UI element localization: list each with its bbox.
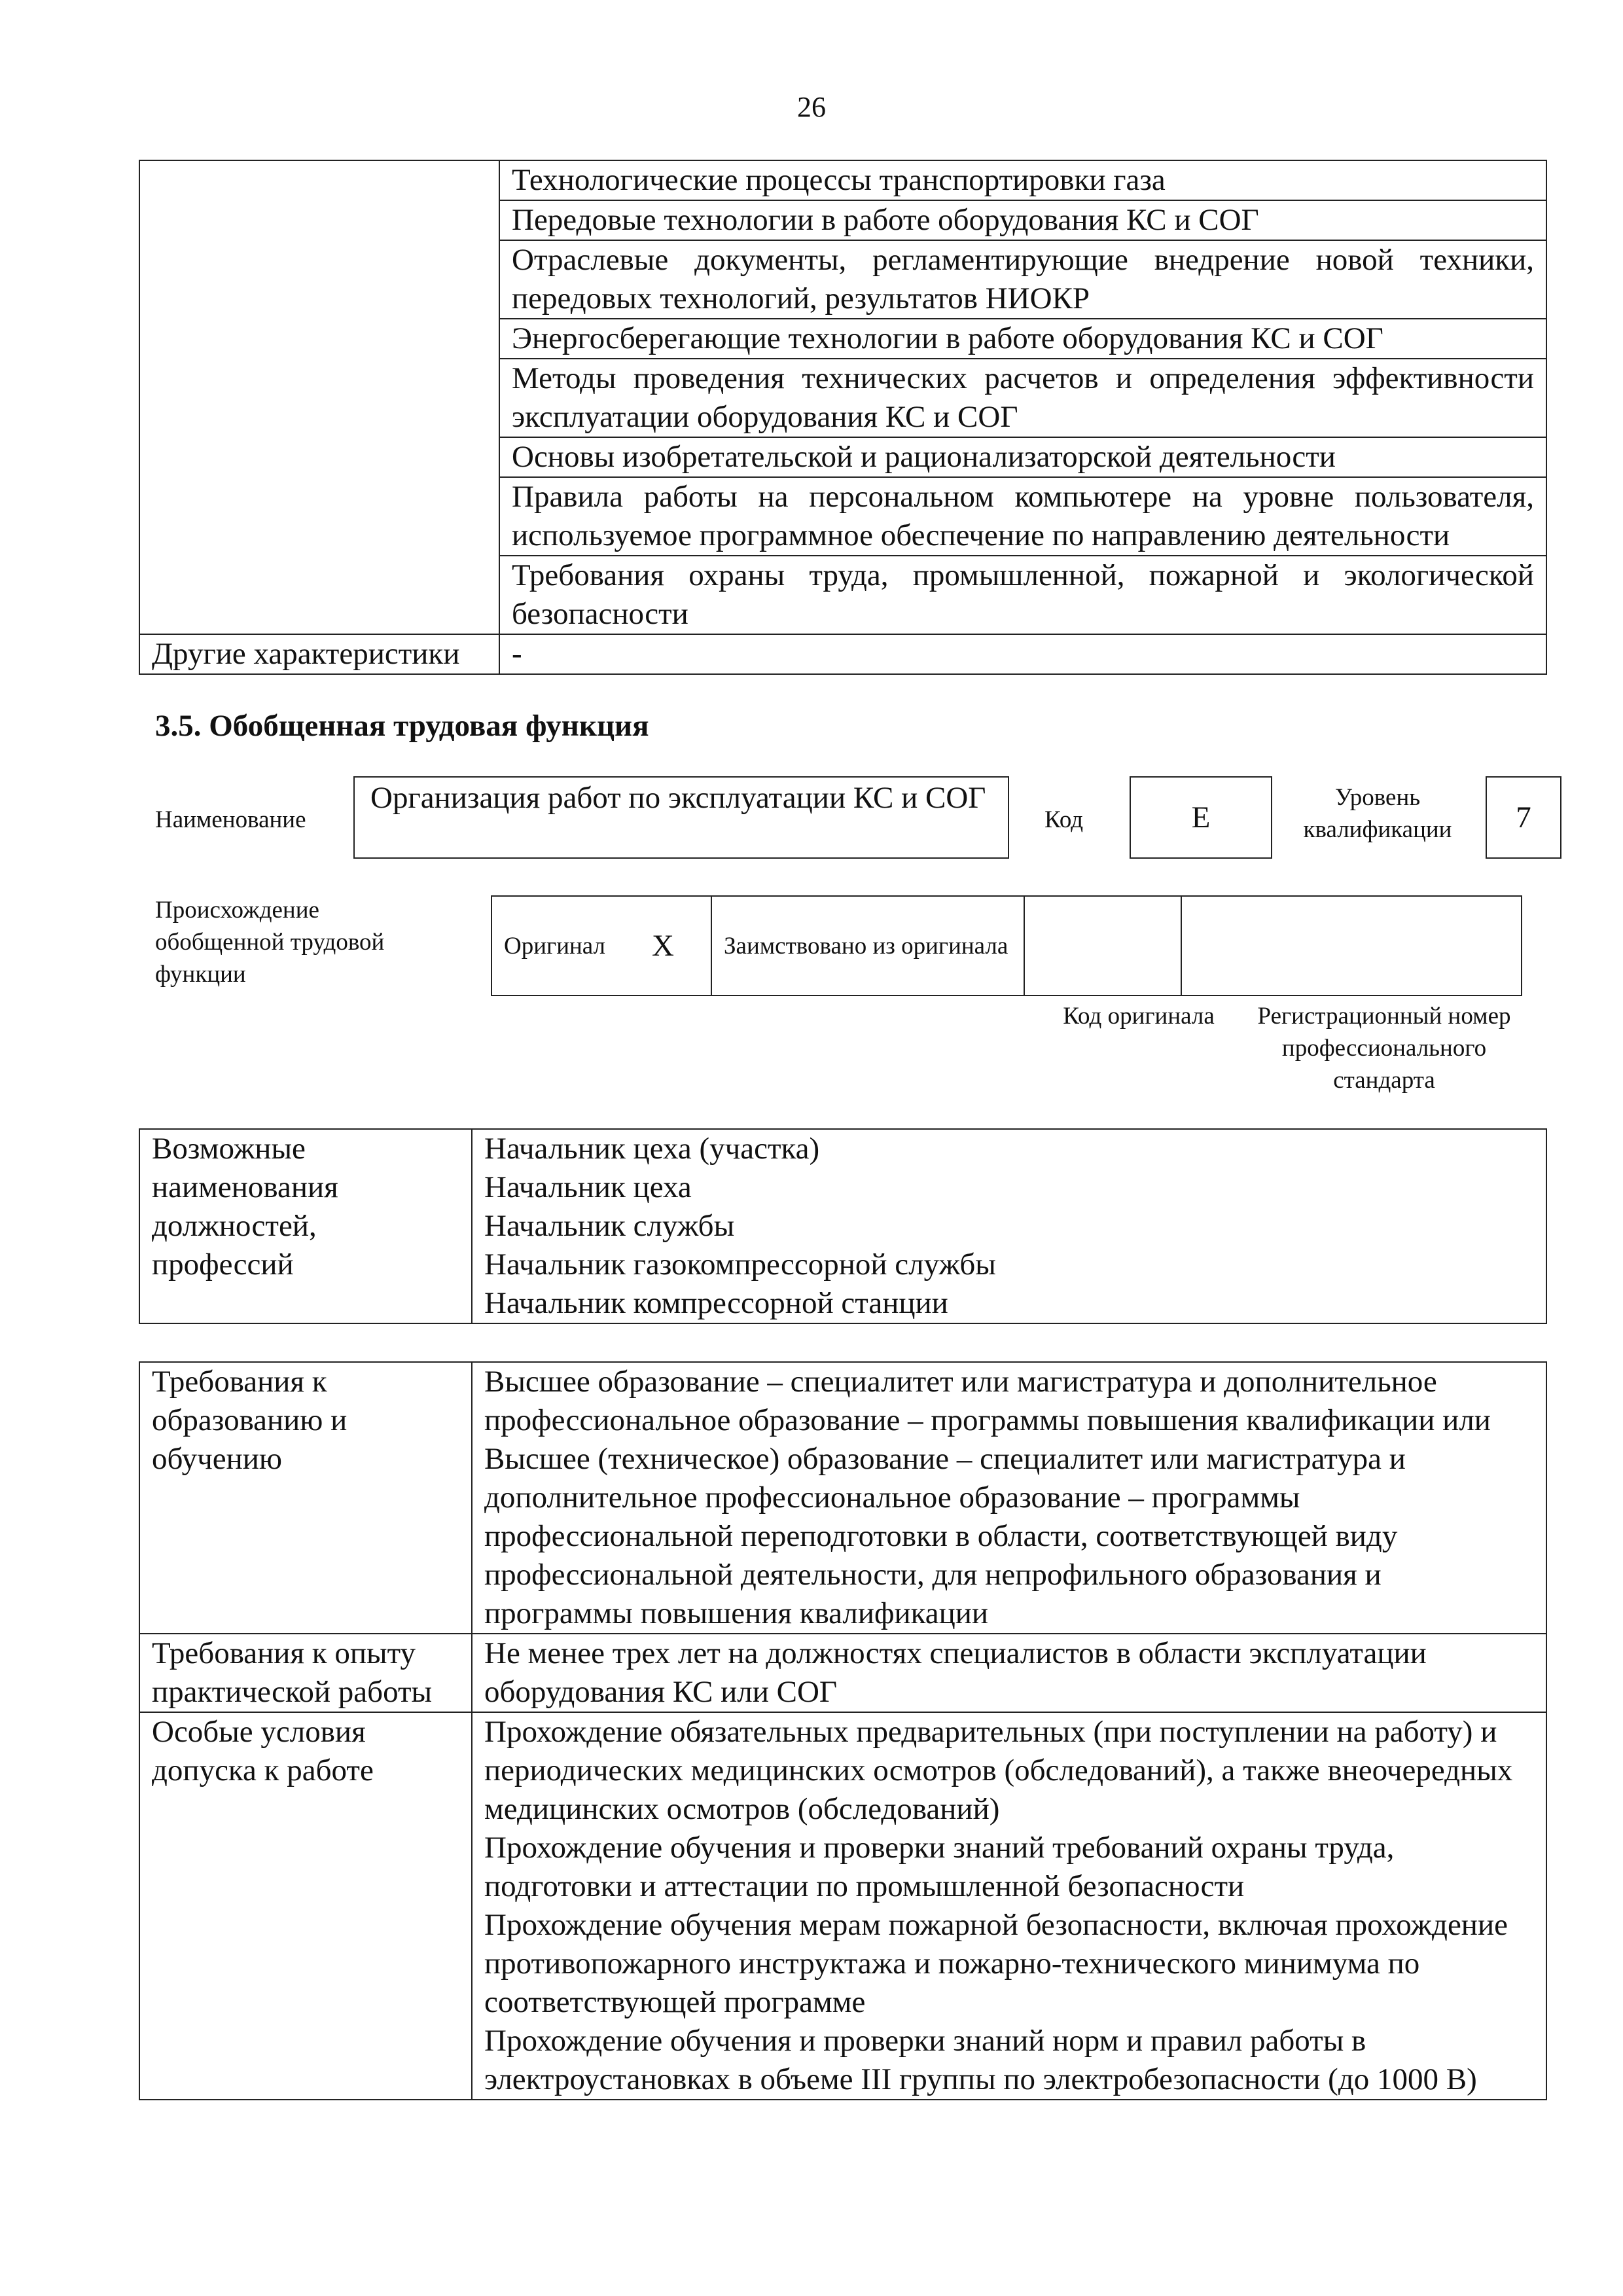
positions-label: Возможные наименования должностей, профессий <box>139 1129 472 1323</box>
knowledge-table <box>139 160 1547 675</box>
requirements-table <box>139 1361 1547 2100</box>
original-mark: X <box>615 896 711 996</box>
special-conditions-label: Особые условия допуска к работе <box>139 1712 472 2100</box>
knowledge-table-left-empty <box>139 160 499 634</box>
code-original-caption: Код оригинала <box>1063 1003 1215 1030</box>
knowledge-item: Передовые технологии в работе оборудования КС и СОГ <box>499 200 1546 240</box>
position-item: Начальник газокомпрессорной службы <box>484 1247 996 1282</box>
registration-caption: Регистрационный номер профессионального стандарта <box>1257 1003 1511 1094</box>
knowledge-item: Отраслевые документы, регламентирующие внедрение новой техники, передовых технологий, результатов НИОКР <box>499 240 1546 319</box>
code-box <box>1130 776 1272 859</box>
borrowed-label: Заимствовано из оригинала <box>711 896 1024 996</box>
registration-number-cell <box>1181 896 1522 996</box>
function-name-value: Организация работ по эксплуатации КС и СОГ <box>370 781 986 815</box>
positions-table <box>139 1128 1547 1324</box>
function-name-box <box>353 776 1009 859</box>
original-label: Оригинал <box>491 896 615 996</box>
name-label: Наименование <box>155 806 306 833</box>
education-list <box>472 1362 1546 1634</box>
origin-table <box>491 895 1522 996</box>
code-label: Код <box>1044 806 1084 833</box>
experience-value: Не менее трех лет на должностях специалистов в области эксплуатации оборудования КС или СОГ <box>472 1634 1546 1712</box>
other-characteristics-value: - <box>499 634 1546 674</box>
position-item: Начальник цеха <box>484 1170 692 1204</box>
position-item: Начальник службы <box>484 1209 735 1243</box>
knowledge-item: Энергосберегающие технологии в работе оборудования КС и СОГ <box>499 319 1546 359</box>
positions-list <box>472 1129 1546 1323</box>
code-value: E <box>1191 800 1211 834</box>
special-condition-item: Прохождение обучения и проверки знаний норм и правил работы в электроустановках в объеме III группы по электробезопасности (до 1000 В) <box>484 2024 1477 2096</box>
position-item: Начальник компрессорной станции <box>484 1286 948 1320</box>
origin-label: Происхождение обобщенной трудовой функции <box>155 897 385 988</box>
page-number: 26 <box>797 91 826 123</box>
original-code-cell <box>1024 896 1181 996</box>
other-characteristics-label: Другие характеристики <box>139 634 499 674</box>
special-condition-item: Прохождение обязательных предварительных (при поступлении на работу) и периодических медицинских осмотров (обследований), а также внеочередных медицинских осмотров (обследований) <box>484 1715 1513 1826</box>
education-item: Высшее образование – специалитет или магистратура и дополнительное профессиональное образование – программы повышения квалификации или <box>484 1365 1491 1437</box>
knowledge-item: Основы изобретательской и рационализаторской деятельности <box>499 437 1546 477</box>
special-condition-item: Прохождение обучения и проверки знаний требований охраны труда, подготовки и аттестации по промышленной безопасности <box>484 1831 1395 1903</box>
knowledge-item: Методы проведения технических расчетов и определения эффективности эксплуатации оборудования КС и СОГ <box>499 359 1546 437</box>
knowledge-item: Технологические процессы транспортировки газа <box>499 160 1546 200</box>
education-item: Высшее (техническое) образование – специалитет или магистратура и дополнительное профессиональное образование – программы профессиональной переподготовки в области, соответствующей виду профессиональной деятельности, для непрофильного образования и программы повышения квалификации <box>484 1442 1406 1630</box>
special-condition-item: Прохождение обучения мерам пожарной безопасности, включая прохождение противопожарного инструктажа и пожарно-технического минимума по соответствующей программе <box>484 1908 1508 2019</box>
experience-label: Требования к опыту практической работы <box>139 1634 472 1712</box>
level-value: 7 <box>1516 800 1531 834</box>
section-title: 3.5. Обобщенная трудовая функция <box>155 709 649 743</box>
knowledge-item: Правила работы на персональном компьютере на уровне пользователя, используемое программное обеспечение по направлению деятельности <box>499 477 1546 556</box>
education-label: Требования к образованию и обучению <box>139 1362 472 1634</box>
knowledge-item: Требования охраны труда, промышленной, пожарной и экологической безопасности <box>499 556 1546 634</box>
position-item: Начальник цеха (участка) <box>484 1132 820 1166</box>
level-label: Уровень квалификации <box>1303 784 1452 843</box>
level-box <box>1486 776 1561 859</box>
special-conditions-list <box>472 1712 1546 2100</box>
